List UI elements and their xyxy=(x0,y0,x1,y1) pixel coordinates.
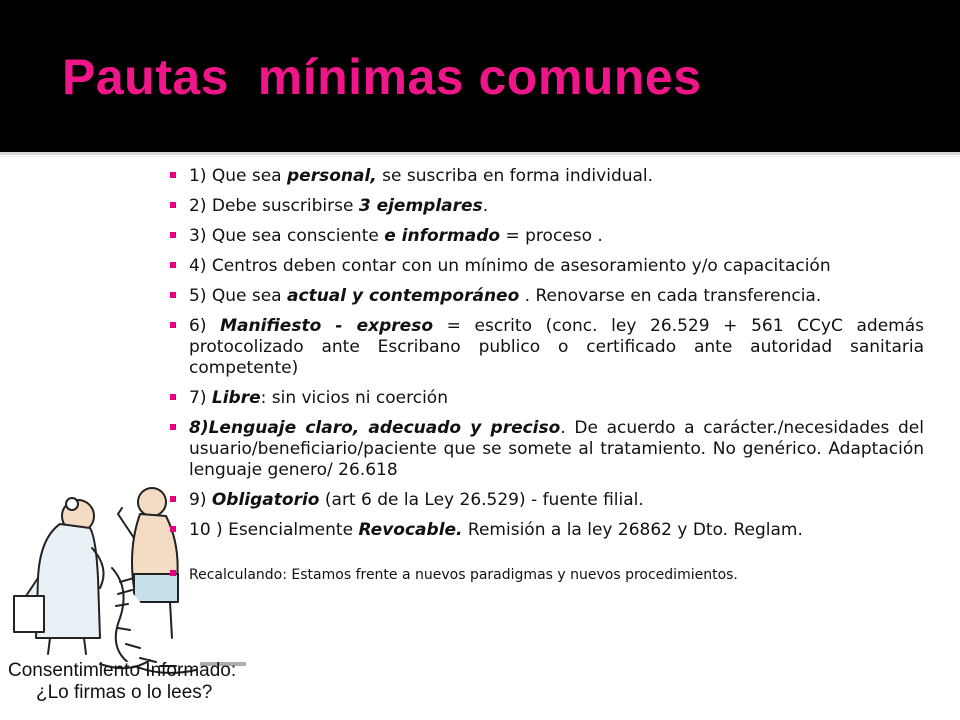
bullet-text: 1) Que sea xyxy=(189,166,288,186)
bullet-item xyxy=(170,490,924,511)
bullet-item xyxy=(170,166,924,187)
bullet-square-icon xyxy=(170,526,176,532)
bullet-square-icon xyxy=(170,232,176,238)
bullet-text: 3) Que sea consciente xyxy=(189,226,385,246)
bullet-square-icon xyxy=(170,172,176,178)
bullet-emphasis: e informado xyxy=(384,226,501,246)
bullet-text: . De acuerdo a carácter./necesidades del usuario/beneficiario/paciente que se somete al tratamiento. No genérico. Adaptación lenguaje genero/ 26.618 xyxy=(189,418,924,480)
cartoon-caption xyxy=(8,660,236,704)
bullet-note xyxy=(170,565,924,586)
bullet-emphasis: Obligatorio xyxy=(211,490,320,510)
cartoon-caption-line-1: Consentimiento Informado: xyxy=(8,660,237,681)
bullet-square-icon xyxy=(170,394,176,400)
bullet-square-icon xyxy=(170,570,176,576)
bullet-square-icon xyxy=(170,262,176,268)
bullet-text: 6) xyxy=(189,316,221,336)
bullet-text: : sin vicios ni coerción xyxy=(260,388,448,408)
bullet-item xyxy=(170,196,924,217)
bullet-item xyxy=(170,418,924,481)
bullet-item xyxy=(170,316,924,379)
bullet-text: 4) Centros deben contar con un mínimo de asesoramiento y/o capacitación xyxy=(189,256,831,276)
bullet-text: 5) Que sea xyxy=(189,286,288,306)
bullet-emphasis: Libre xyxy=(211,388,261,408)
cartoon-caption-line-2: ¿Lo firmas o lo lees? xyxy=(36,682,213,703)
bullet-text: . xyxy=(482,196,489,216)
bullet-emphasis: personal, xyxy=(287,166,377,186)
bullet-item xyxy=(170,388,924,409)
bullet-square-icon xyxy=(170,496,176,502)
note-text: Recalculando: Estamos frente a nuevos paradigmas y nuevos procedimientos. xyxy=(189,567,738,583)
bullet-emphasis: actual y contemporáneo xyxy=(287,286,520,306)
bullet-text: Remisión a la ley 26862 y Dto. Reglam. xyxy=(462,520,803,540)
bullet-item xyxy=(170,286,924,307)
bullet-text: se suscriba en forma individual. xyxy=(376,166,654,186)
bullet-emphasis: 8)Lenguaje claro, adecuado y preciso xyxy=(189,418,561,438)
bullet-square-icon xyxy=(170,202,176,208)
bullet-item xyxy=(170,226,924,247)
bullet-text: 2) Debe suscribirse xyxy=(189,196,359,216)
bullet-text: 10 ) Esencialmente xyxy=(189,520,359,540)
bullet-square-icon xyxy=(170,292,176,298)
bullet-emphasis: Manifiesto - expreso xyxy=(220,316,433,336)
bullet-text: = proceso . xyxy=(500,226,603,246)
slide-title: Pautas mínimas comunes xyxy=(62,49,702,105)
bullet-text: = escrito (conc. ley 26.529 + 561 CCyC además protocolizado ante Escribano publico o certificado ante autoridad sanitaria competente) xyxy=(189,316,924,378)
bullet-item xyxy=(170,520,924,541)
bullet-text: . Renovarse en cada transferencia. xyxy=(519,286,822,306)
bullet-text: (art 6 de la Ley 26.529) - fuente filial. xyxy=(319,490,644,510)
bullet-square-icon xyxy=(170,424,176,430)
bullet-square-icon xyxy=(170,322,176,328)
slide-header xyxy=(0,0,960,152)
bullet-text: 9) xyxy=(189,490,212,510)
bullet-item xyxy=(170,256,924,277)
header-separator xyxy=(0,152,960,155)
bullet-emphasis: Revocable. xyxy=(358,520,463,540)
bullet-list xyxy=(170,166,924,595)
bullet-text: 7) xyxy=(189,388,212,408)
header-separator-thin xyxy=(0,156,960,157)
bullet-emphasis: 3 ejemplares xyxy=(358,196,483,216)
